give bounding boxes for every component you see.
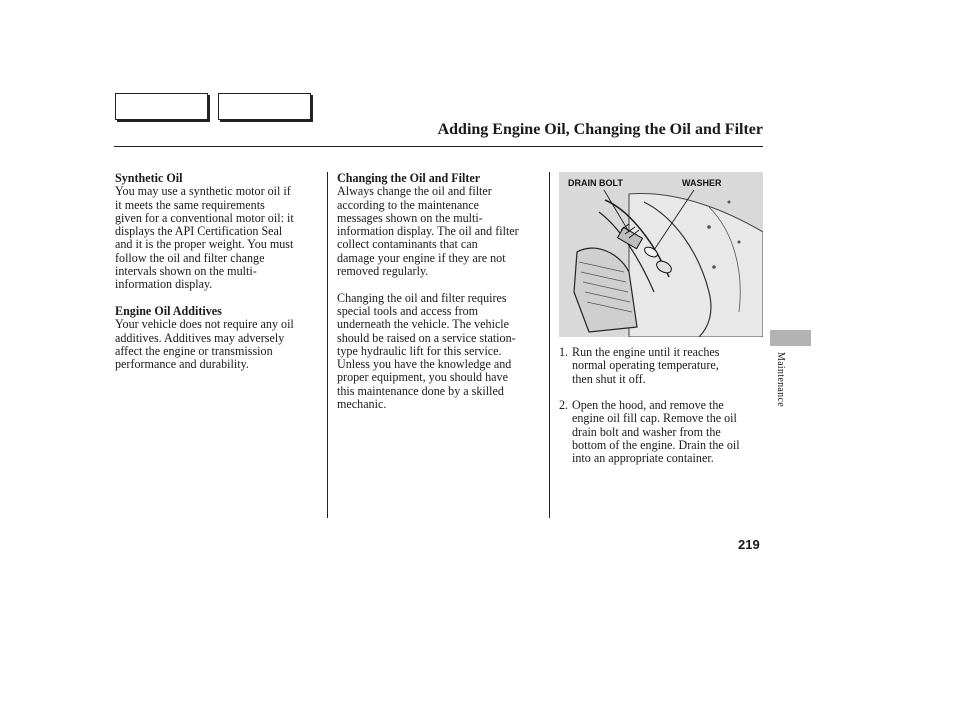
page-number: 219 (738, 537, 760, 552)
engine-oil-additives-heading: Engine Oil Additives (115, 303, 222, 318)
step-item: 2. Open the hood, and remove the engine oil fill cap. Remove the oil drain bolt and washer from the bottom of the engine. Drain the oil into an appropriate container. (559, 398, 740, 466)
washer-label: WASHER (682, 178, 722, 188)
nav-box-right (218, 93, 311, 120)
page-title: Adding Engine Oil, Changing the Oil and Filter (437, 121, 763, 138)
procedure-steps (559, 346, 765, 479)
changing-oil-heading: Changing the Oil and Filter (337, 171, 481, 185)
changing-oil-paragraph-1: Always change the oil and filter according to the maintenance messages shown on the multi- information display. The oil and filter collect contaminants that can damage your engine if they are not removed regularly. (337, 184, 519, 279)
engine-oil-additives-text: Your vehicle does not require any oil additives. Additives may adversely affect the engine or transmission performance and durability. (115, 317, 294, 372)
nav-box-left (115, 93, 208, 120)
drain-bolt-illustration (559, 172, 763, 337)
drain-bolt-label: DRAIN BOLT (568, 178, 623, 188)
drain-bolt-leader-line (604, 190, 629, 232)
step-item: 1. Run the engine until it reaches normal operating temperature, then shut it off. (559, 345, 720, 386)
synthetic-oil-heading: Synthetic Oil (115, 171, 183, 185)
column-divider-1 (327, 172, 328, 518)
section-tab-marker (770, 330, 811, 346)
synthetic-oil-text: You may use a synthetic motor oil if it meets the same requirements given for a conventional motor oil: it displays the API Certification Seal and it is the proper weight. You must follow the oil and filter change intervals shown on the multi- information display. (115, 184, 294, 292)
column-divider-2 (549, 172, 550, 518)
changing-oil-paragraph-2: Changing the oil and filter requires special tools and access from underneath the vehicle. The vehicle should be raised on a service station- type hydraulic lift for this service. Unless you have the knowledge and proper equipment, you should have this maintenance done by a skilled mechanic. (337, 290, 516, 412)
title-divider (114, 146, 763, 147)
oil-pan-drawing (559, 172, 763, 337)
column-left (115, 172, 320, 371)
section-tab-label: Maintenance (775, 352, 786, 407)
column-middle (337, 172, 542, 411)
